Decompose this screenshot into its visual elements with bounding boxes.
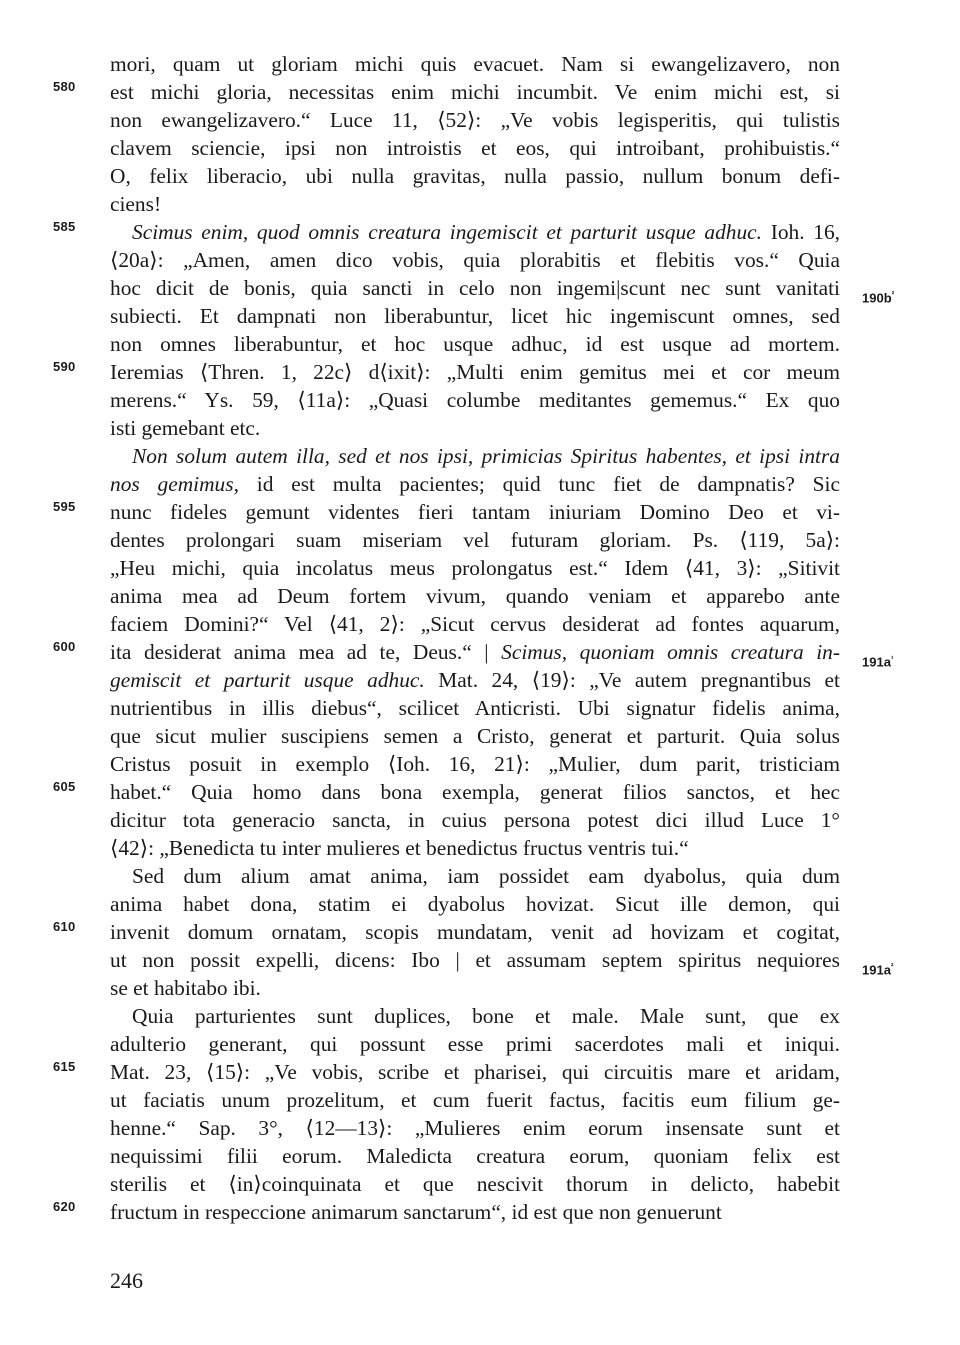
text-segment: nunc fideles gemunt videntes fieri tantam iniuriam Domino Deo et vi- — [110, 500, 840, 524]
text-line — [110, 834, 840, 862]
text-segment: adulterio generant, qui possunt esse primi sacerdotes mali et iniqui. — [110, 1032, 840, 1056]
text-line — [110, 638, 840, 666]
italic-segment: Scimus, quoniam omnis creatura in- — [501, 640, 840, 664]
text-line — [110, 470, 840, 498]
line-number: 605 — [53, 779, 76, 794]
text-line — [110, 862, 840, 890]
text-line — [110, 1114, 840, 1142]
text-segment: non omnes liberabuntur, et hoc usque adhuc, id est usque ad mortem. — [110, 332, 840, 356]
text-segment: isti gemebant etc. — [110, 416, 261, 440]
text-line — [110, 1030, 840, 1058]
text-line — [110, 806, 840, 834]
text-segment: ⟨42⟩: „Benedicta tu inter mulieres et benedictus fructus ventris tui.“ — [110, 836, 689, 860]
italic-segment: gemiscit et parturit usque adhuc. — [110, 668, 425, 692]
text-line — [110, 694, 840, 722]
italic-segment: nos gemimus, — [110, 472, 239, 496]
text-segment: est michi gloria, necessitas enim michi incumbit. Ve enim michi est, si — [110, 80, 840, 104]
line-number: 590 — [53, 359, 76, 374]
text-line — [110, 918, 840, 946]
text-segment: habet.“ Quia homo dans bona exempla, generat filios sanctos, et hec — [110, 780, 840, 804]
text-line — [110, 890, 840, 918]
text-line — [110, 330, 840, 358]
text-line — [110, 582, 840, 610]
text-segment: sterilis et ⟨in⟩coinquinata et que nescivit thorum in delicto, habebit — [110, 1172, 840, 1196]
text-segment: clavem sciencie, ipsi non introistis et eos, qui introibant, prohibuistis.“ — [110, 136, 840, 160]
text-line — [110, 722, 840, 750]
line-number: 610 — [53, 919, 76, 934]
text-segment: Mat. 23, ⟨15⟩: „Ve vobis, scribe et pharisei, qui circuitis mare et aridam, — [110, 1060, 840, 1084]
text-line — [110, 190, 840, 218]
text-line — [110, 610, 840, 638]
text-segment: O, felix liberacio, ubi nulla gravitas, nulla passio, nullum bonum defi- — [110, 164, 840, 188]
text-line — [110, 442, 840, 470]
text-line — [110, 274, 840, 302]
text-segment: ut faciatis unum prozelitum, et cum fuerit factus, facitis eum filium ge- — [110, 1088, 840, 1112]
text-line — [110, 498, 840, 526]
text-line — [110, 1170, 840, 1198]
text-segment: Mat. 24, ⟨19⟩: „Ve autem pregnantibus et — [424, 668, 840, 692]
line-number: 585 — [53, 219, 76, 234]
text-segment: Cristus posuit in exemplo ⟨Ioh. 16, 21⟩: „Mulier, dum parit, tristiciam — [110, 752, 840, 776]
text-segment: ut non possit expelli, dicens: Ibo | et assumam septem spiritus nequiores — [110, 948, 840, 972]
text-segment: Sed dum alium amat anima, iam possidet eam dyabolus, quia dum — [132, 864, 840, 888]
text-segment: que sicut mulier suscipiens semen a Cristo, generat et parturit. Quia solus — [110, 724, 840, 748]
text-segment: anima mea ad Deum fortem vivum, quando veniam et apparebo ante — [110, 584, 840, 608]
text-line — [110, 1058, 840, 1086]
page-number: 246 — [110, 1268, 143, 1293]
text-line — [110, 50, 840, 78]
text-segment: merens.“ Ys. 59, ⟨11a⟩: „Quasi columbe meditantes gememus.“ Ex quo — [110, 388, 840, 412]
text-line — [110, 1198, 840, 1226]
text-line — [110, 666, 840, 694]
text-segment: se et habitabo ibi. — [110, 976, 261, 1000]
italic-segment: Scimus enim, quod omnis creatura ingemiscit et parturit usque adhuc. — [132, 220, 762, 244]
text-line — [110, 302, 840, 330]
text-line — [110, 414, 840, 442]
line-number: 580 — [53, 79, 76, 94]
line-number: 600 — [53, 639, 76, 654]
text-line — [110, 554, 840, 582]
text-line — [110, 1086, 840, 1114]
folio-marker: $191a^{^1}$ — [862, 654, 894, 670]
line-number: 595 — [53, 499, 76, 514]
text-line — [110, 778, 840, 806]
text-line — [110, 358, 840, 386]
text-segment: ⟨20a⟩: „Amen, amen dico vobis, quia plorabitis et flebitis vos.“ Quia — [110, 248, 840, 272]
text-line — [110, 134, 840, 162]
line-number: 620 — [53, 1199, 76, 1214]
text-line — [110, 246, 840, 274]
text-line — [110, 1002, 840, 1030]
text-segment: dicitur tota generacio sancta, in cuius persona potest dici illud Luce 1° — [110, 808, 840, 832]
text-segment: Quia parturientes sunt duplices, bone et male. Male sunt, que ex — [132, 1004, 840, 1028]
text-segment: nequissimi filii eorum. Maledicta creatura eorum, quoniam felix est — [110, 1144, 840, 1168]
text-segment: dentes prolongari suam miseriam vel futuram gloriam. Ps. ⟨119, 5a⟩: — [110, 528, 840, 552]
text-segment: subiecti. Et dampnati non liberabuntur, licet hic ingemiscunt omnes, sed — [110, 304, 840, 328]
text-line — [110, 106, 840, 134]
text-segment: Ioh. 16, — [762, 220, 840, 244]
text-line — [110, 1142, 840, 1170]
text-line — [110, 526, 840, 554]
text-segment: non ewangelizavero.“ Luce 11, ⟨52⟩: „Ve vobis legisperitis, qui tulistis — [110, 108, 840, 132]
text-segment: invenit domum ornatam, scopis mundatam, venit ad hovizam et cogitat, — [110, 920, 840, 944]
folio-marker: $191a^{^2}$ — [862, 962, 894, 978]
text-segment: faciem Domini?“ Vel ⟨41, 2⟩: „Sicut cervus desiderat ad fontes aquarum, — [110, 612, 840, 636]
body-text — [110, 50, 840, 1226]
line-number: 615 — [53, 1059, 76, 1074]
text-line — [110, 750, 840, 778]
folio-marker: $190b^{^2}$ — [862, 290, 895, 306]
text-line — [110, 974, 840, 1002]
text-line — [110, 386, 840, 414]
text-segment: hoc dicit de bonis, quia sancti in celo non ingemi|scunt nec sunt vanitati — [110, 276, 840, 300]
text-segment: ita desiderat anima mea ad te, Deus.“ | — [110, 640, 502, 664]
text-line — [110, 946, 840, 974]
text-segment: mori, quam ut gloriam michi quis evacuet. Nam si ewangelizavero, non — [110, 52, 840, 76]
italic-segment: Non solum autem illa, sed et nos ipsi, primicias Spiritus habentes, et ipsi intra — [132, 444, 840, 468]
text-segment: id est multa pacientes; quid tunc fiet de dampnatis? Sic — [238, 472, 840, 496]
text-line — [110, 162, 840, 190]
text-segment: „Heu michi, quia incolatus meus prolongatus est.“ Idem ⟨41, 3⟩: „Sitivit — [110, 556, 840, 580]
text-segment: Ieremias ⟨Thren. 1, 22c⟩ d⟨ixit⟩: „Multi enim gemitus mei et cor meum — [110, 360, 840, 384]
text-segment: henne.“ Sap. 3°, ⟨12—13⟩: „Mulieres enim eorum insensate sunt et — [110, 1116, 840, 1140]
text-segment: ciens! — [110, 192, 162, 216]
text-line — [110, 218, 840, 246]
text-segment: nutrientibus in illis diebus“, scilicet Anticristi. Ubi signatur fidelis anima, — [110, 696, 840, 720]
text-line — [110, 78, 840, 106]
text-segment: anima habet dona, statim ei dyabolus hovizat. Sicut ille demon, qui — [110, 892, 840, 916]
text-segment: fructum in respeccione animarum sanctarum“, id est que non genuerunt — [110, 1200, 722, 1224]
